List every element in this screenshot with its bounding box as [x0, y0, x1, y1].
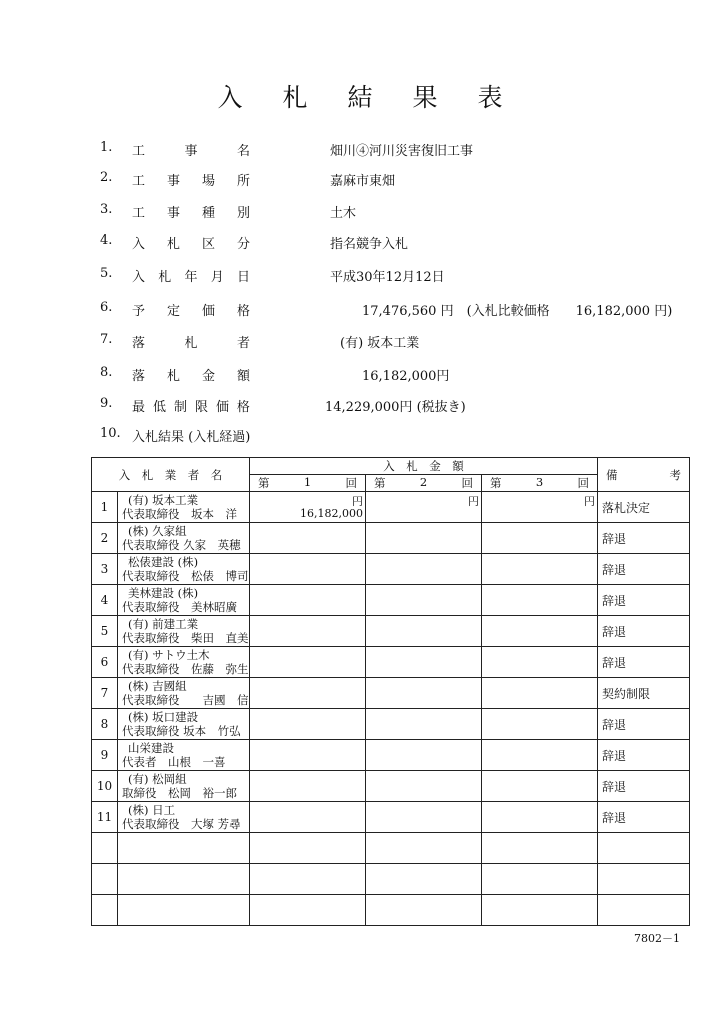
note-header: 備 考 [598, 458, 690, 492]
row-number: 8 [92, 709, 118, 740]
label-char: 札 [184, 336, 198, 351]
item-value: 土木 [330, 206, 357, 221]
bidder-name: 山栄建設 代表者 山根 一喜 [118, 740, 250, 771]
label-char: 落 [132, 369, 146, 384]
label-char: 事 [166, 206, 180, 221]
row-number: 9 [92, 740, 118, 771]
table-row [92, 709, 690, 740]
item-number: 10. [100, 426, 121, 441]
round2-amount: 円 [366, 492, 482, 523]
label-char: 事 [166, 174, 180, 189]
round2-amount [366, 523, 482, 554]
label-char: 落 [132, 336, 146, 351]
label-char: 入 [132, 237, 146, 252]
row-number: 7 [92, 678, 118, 709]
table-row [92, 616, 690, 647]
table-row [92, 647, 690, 678]
round3-amount: 円 [482, 492, 598, 523]
table-row [92, 492, 690, 523]
label-char: 事 [184, 144, 198, 159]
remarks: 辞退 [598, 740, 690, 771]
round-header: 第 2 回 [366, 475, 482, 492]
label-char: 額 [236, 369, 250, 384]
item-number: 4. [100, 233, 113, 248]
label-char: 限 [194, 400, 208, 415]
row-number: 10 [92, 771, 118, 802]
label-char: 予 [132, 304, 146, 319]
item-number: 5. [100, 266, 113, 281]
item-number: 8. [100, 365, 113, 380]
title-char: 札 [282, 83, 308, 112]
remarks: 辞退 [598, 585, 690, 616]
label-char: 入 [132, 270, 146, 285]
table-row [92, 740, 690, 771]
round3-amount [482, 709, 598, 740]
remarks: 辞退 [598, 647, 690, 678]
item-number: 3. [100, 202, 113, 217]
bidder-name: (株) 日工 代表取締役 大塚 芳尋 [118, 802, 250, 833]
bidder-header: 入 札 業 者 名 [92, 458, 250, 492]
round2-amount [366, 647, 482, 678]
item-label [132, 140, 250, 159]
round1-amount [250, 647, 366, 678]
row-number: 3 [92, 554, 118, 585]
round3-amount [482, 678, 598, 709]
round1-amount [250, 585, 366, 616]
item-label [132, 396, 250, 415]
item-label [132, 233, 250, 252]
bidder-name: (株) 坂口建設 代表取締役 坂本 竹弘 [118, 709, 250, 740]
bidder-name: (有) 坂本工業 代表取締役 坂本 洋 [118, 492, 250, 523]
round3-amount [482, 523, 598, 554]
round2-amount [366, 802, 482, 833]
label-char: 別 [236, 206, 250, 221]
item-number: 7. [100, 332, 113, 347]
item-value: 嘉麻市東畑 [330, 174, 396, 189]
label-char: 札 [166, 237, 180, 252]
label-char: 最 [132, 400, 146, 415]
document-code: 7802－1 [634, 932, 680, 945]
item-label [132, 202, 250, 221]
label-char: 所 [236, 174, 250, 189]
bidder-name: (株) 久家組 代表取締役 久家 英穂 [118, 523, 250, 554]
round2-amount [366, 585, 482, 616]
remarks: 契約制限 [598, 678, 690, 709]
row-number: 6 [92, 647, 118, 678]
item-label [132, 266, 250, 285]
item-value: 畑川④河川災害復旧工事 [330, 144, 474, 159]
round1-amount [250, 802, 366, 833]
table-row [92, 554, 690, 585]
item-value: 指名競争入札 [330, 237, 409, 252]
round2-amount [366, 554, 482, 585]
item-value: 平成30年12月12日 [330, 270, 445, 285]
bid-results-table [91, 457, 690, 926]
amount-header: 入 札 金 額 [250, 458, 598, 475]
label-char: 分 [236, 237, 250, 252]
title-char: 果 [412, 83, 438, 112]
round3-amount [482, 647, 598, 678]
label-char: 低 [152, 400, 166, 415]
row-number: 4 [92, 585, 118, 616]
table-row [92, 802, 690, 833]
label-char: 価 [201, 304, 215, 319]
table-row [92, 771, 690, 802]
label-char: 制 [173, 400, 187, 415]
item-value: 17,476,560 円 (入札比較価格 16,182,000 円) [362, 304, 673, 319]
row-number: 11 [92, 802, 118, 833]
round2-amount [366, 771, 482, 802]
round1-amount [250, 523, 366, 554]
label-char: 格 [236, 400, 250, 415]
table-row [92, 678, 690, 709]
round1-amount [250, 616, 366, 647]
empty-row [92, 833, 690, 864]
label-char: 工 [132, 174, 146, 189]
bidder-name: (有) サトウ土木 代表取締役 佐藤 弥生 [118, 647, 250, 678]
round2-amount [366, 678, 482, 709]
label-char: 定 [166, 304, 180, 319]
round3-amount [482, 554, 598, 585]
label-char: 工 [132, 206, 146, 221]
empty-row [92, 895, 690, 926]
row-number: 5 [92, 616, 118, 647]
round3-amount [482, 771, 598, 802]
round1-amount [250, 771, 366, 802]
round3-amount [482, 802, 598, 833]
label-char: 日 [236, 270, 250, 285]
item-value: 14,229,000円 (税抜き) [325, 400, 466, 415]
item-number: 6. [100, 300, 113, 315]
row-number: 1 [92, 492, 118, 523]
label-char: 種 [201, 206, 215, 221]
item-value: 16,182,000円 [362, 369, 450, 384]
round1-amount [250, 678, 366, 709]
label-char: 場 [201, 174, 215, 189]
round1-amount: 円 16,182,000 [250, 492, 366, 523]
remarks: 落札決定 [598, 492, 690, 523]
item-label [132, 332, 250, 351]
title-char: 結 [347, 83, 373, 112]
row-number: 2 [92, 523, 118, 554]
round2-amount [366, 709, 482, 740]
label-char: 年 [184, 270, 198, 285]
bidder-name: (株) 吉國組 代表取締役 吉國 信 [118, 678, 250, 709]
item-number: 9. [100, 396, 113, 411]
remarks: 辞退 [598, 709, 690, 740]
remarks: 辞退 [598, 554, 690, 585]
label-char: 者 [236, 336, 250, 351]
item-number: 1. [100, 140, 113, 155]
item-number: 2. [100, 170, 113, 185]
label-char: 月 [210, 270, 224, 285]
label-char: 格 [236, 304, 250, 319]
item-label [132, 365, 250, 384]
round-header: 第 3 回 [482, 475, 598, 492]
round3-amount [482, 740, 598, 771]
page-title [0, 78, 720, 114]
bidder-name: 松俵建設 (株) 代表取締役 松俵 博司 [118, 554, 250, 585]
label-char: 価 [215, 400, 229, 415]
round1-amount [250, 740, 366, 771]
remarks: 辞退 [598, 616, 690, 647]
remarks: 辞退 [598, 523, 690, 554]
round1-amount [250, 554, 366, 585]
label-char: 入札結果 (入札経過) [132, 430, 251, 445]
item-value: (有) 坂本工業 [340, 336, 420, 351]
round2-amount [366, 616, 482, 647]
title-char: 入 [217, 83, 243, 112]
label-char: 札 [158, 270, 172, 285]
bidder-name: (有) 松岡組 取締役 松岡 裕一郎 [118, 771, 250, 802]
item-label [132, 170, 250, 189]
table-row [92, 585, 690, 616]
label-char: 区 [201, 237, 215, 252]
empty-row [92, 864, 690, 895]
round3-amount [482, 585, 598, 616]
round3-amount [482, 616, 598, 647]
round2-amount [366, 740, 482, 771]
title-char: 表 [477, 83, 503, 112]
label-char: 金 [201, 369, 215, 384]
label-char: 名 [236, 144, 250, 159]
bidder-name: 美林建設 (株) 代表取締役 美林昭廣 [118, 585, 250, 616]
remarks: 辞退 [598, 802, 690, 833]
item-label [132, 300, 250, 319]
bidder-name: (有) 前建工業 代表取締役 柴田 直美 [118, 616, 250, 647]
label-char: 札 [166, 369, 180, 384]
remarks: 辞退 [598, 771, 690, 802]
table-row [92, 523, 690, 554]
round-header: 第 1 回 [250, 475, 366, 492]
label-char: 工 [132, 144, 146, 159]
round1-amount [250, 709, 366, 740]
item-label [132, 426, 250, 445]
